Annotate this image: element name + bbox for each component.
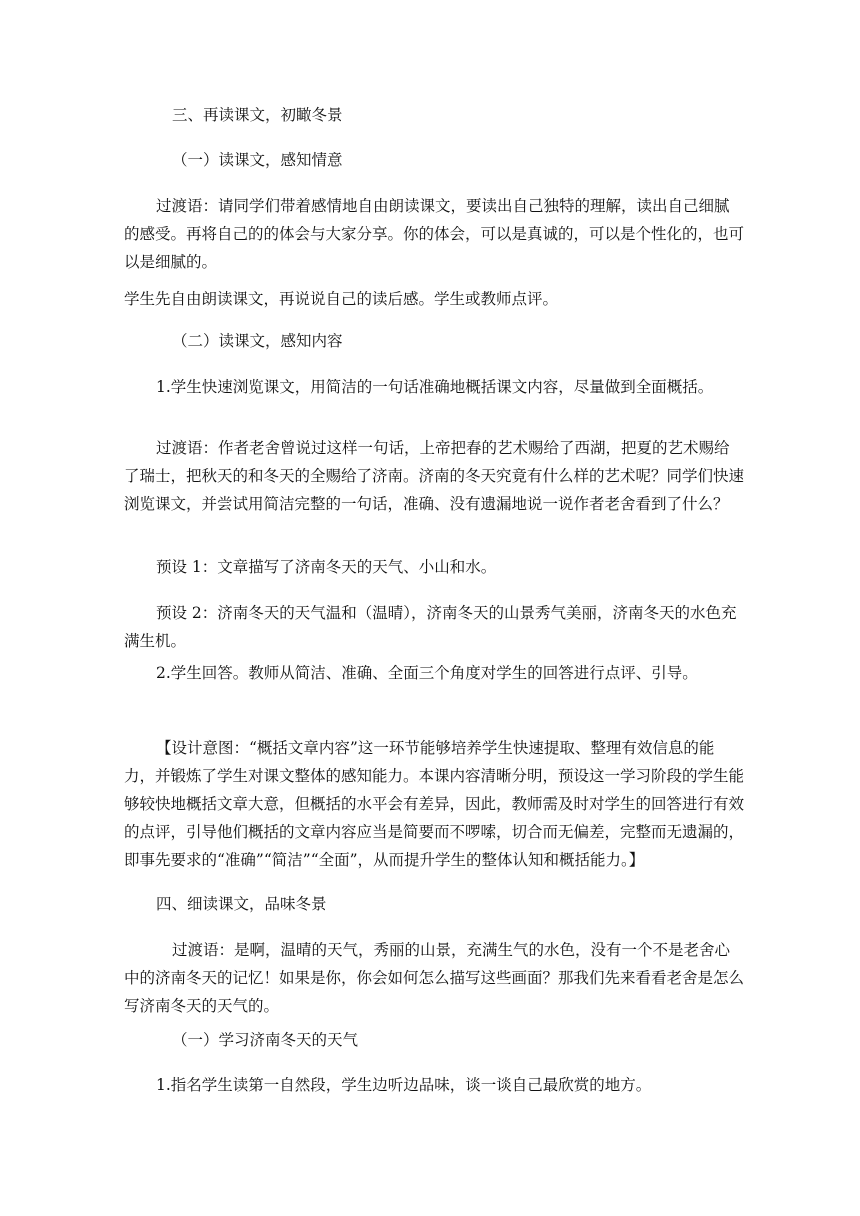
subheading-weather: （一）学习济南冬天的天气 [172,1031,359,1049]
section-heading-4: 四、细读课文，品味冬景 [156,895,327,913]
paragraph-transition-1: 过渡语：请同学们带着感情地自由朗读课文，要读出自己独特的理解，读出自己细腻的感受。再将自己的的体会与大家分享。你的体会，可以是真诚的，可以是个性化的，也可以是细腻的。 [124,197,745,271]
paragraph-step-weather-1: 1.指名学生读第一自然段，学生边听边品味，谈一谈自己最欣赏的地方。 [156,1076,652,1094]
paragraph-preset-2: 预设 2：济南冬天的天气温和（温晴），济南冬天的山景秀气美丽，济南冬天的水色充满生机。 [124,604,737,650]
subheading-read-content: （二）读课文，感知内容 [172,332,343,350]
paragraph-preset-1: 预设 1：文章描写了济南冬天的天气、小山和水。 [156,558,497,576]
section-heading-3: 三、再读课文，初瞰冬景 [172,106,343,124]
paragraph-design-intent: 【设计意图：“概括文章内容”这一环节能够培养学生快速提取、整理有效信息的能力，并锻炼了学生对课文整体的感知能力。本课内容清晰分明，预设这一学习阶段的学生能够较快地概括文章大意，但概括的水平会有差异，因此，教师需及时对学生的回答进行有效的点评，引导他们概括的文章内容应当是简要而不啰嗦，切合而无偏差，完整而无遗漏的，即事先要求的“准确”“简洁”“全面”，从而提升学生的整体认知和概括能力。】 [124,739,745,869]
paragraph-student-reading: 学生先自由朗读课文，再说说自己的读后感。学生或教师点评。 [124,290,559,308]
paragraph-step-1: 1.学生快速浏览课文，用简洁的一句话准确地概括课文内容，尽量做到全面概括。 [156,378,714,396]
paragraph-transition-3: 过渡语：是啊，温晴的天气，秀丽的山景，充满生气的水色，没有一个不是老舍心中的济南冬天的记忆！如果是你，你会如何怎么描写这些画面？那我们先来看看老舍是怎么写济南冬天的天气的。 [124,941,745,1015]
paragraph-transition-2: 过渡语：作者老舍曾说过这样一句话，上帝把春的艺术赐给了西湖，把夏的艺术赐给了瑞士，把秋天的和冬天的全赐给了济南。济南的冬天究竟有什么样的艺术呢？同学们快速浏览课文，并尝试用简洁完整的一句话，准确、没有遗漏地说一说作者老舍看到了什么？ [124,439,745,513]
paragraph-step-2: 2.学生回答。教师从简洁、准确、全面三个角度对学生的回答进行点评、引导。 [156,664,698,682]
subheading-read-emotion: （一）读课文，感知情意 [172,151,343,169]
